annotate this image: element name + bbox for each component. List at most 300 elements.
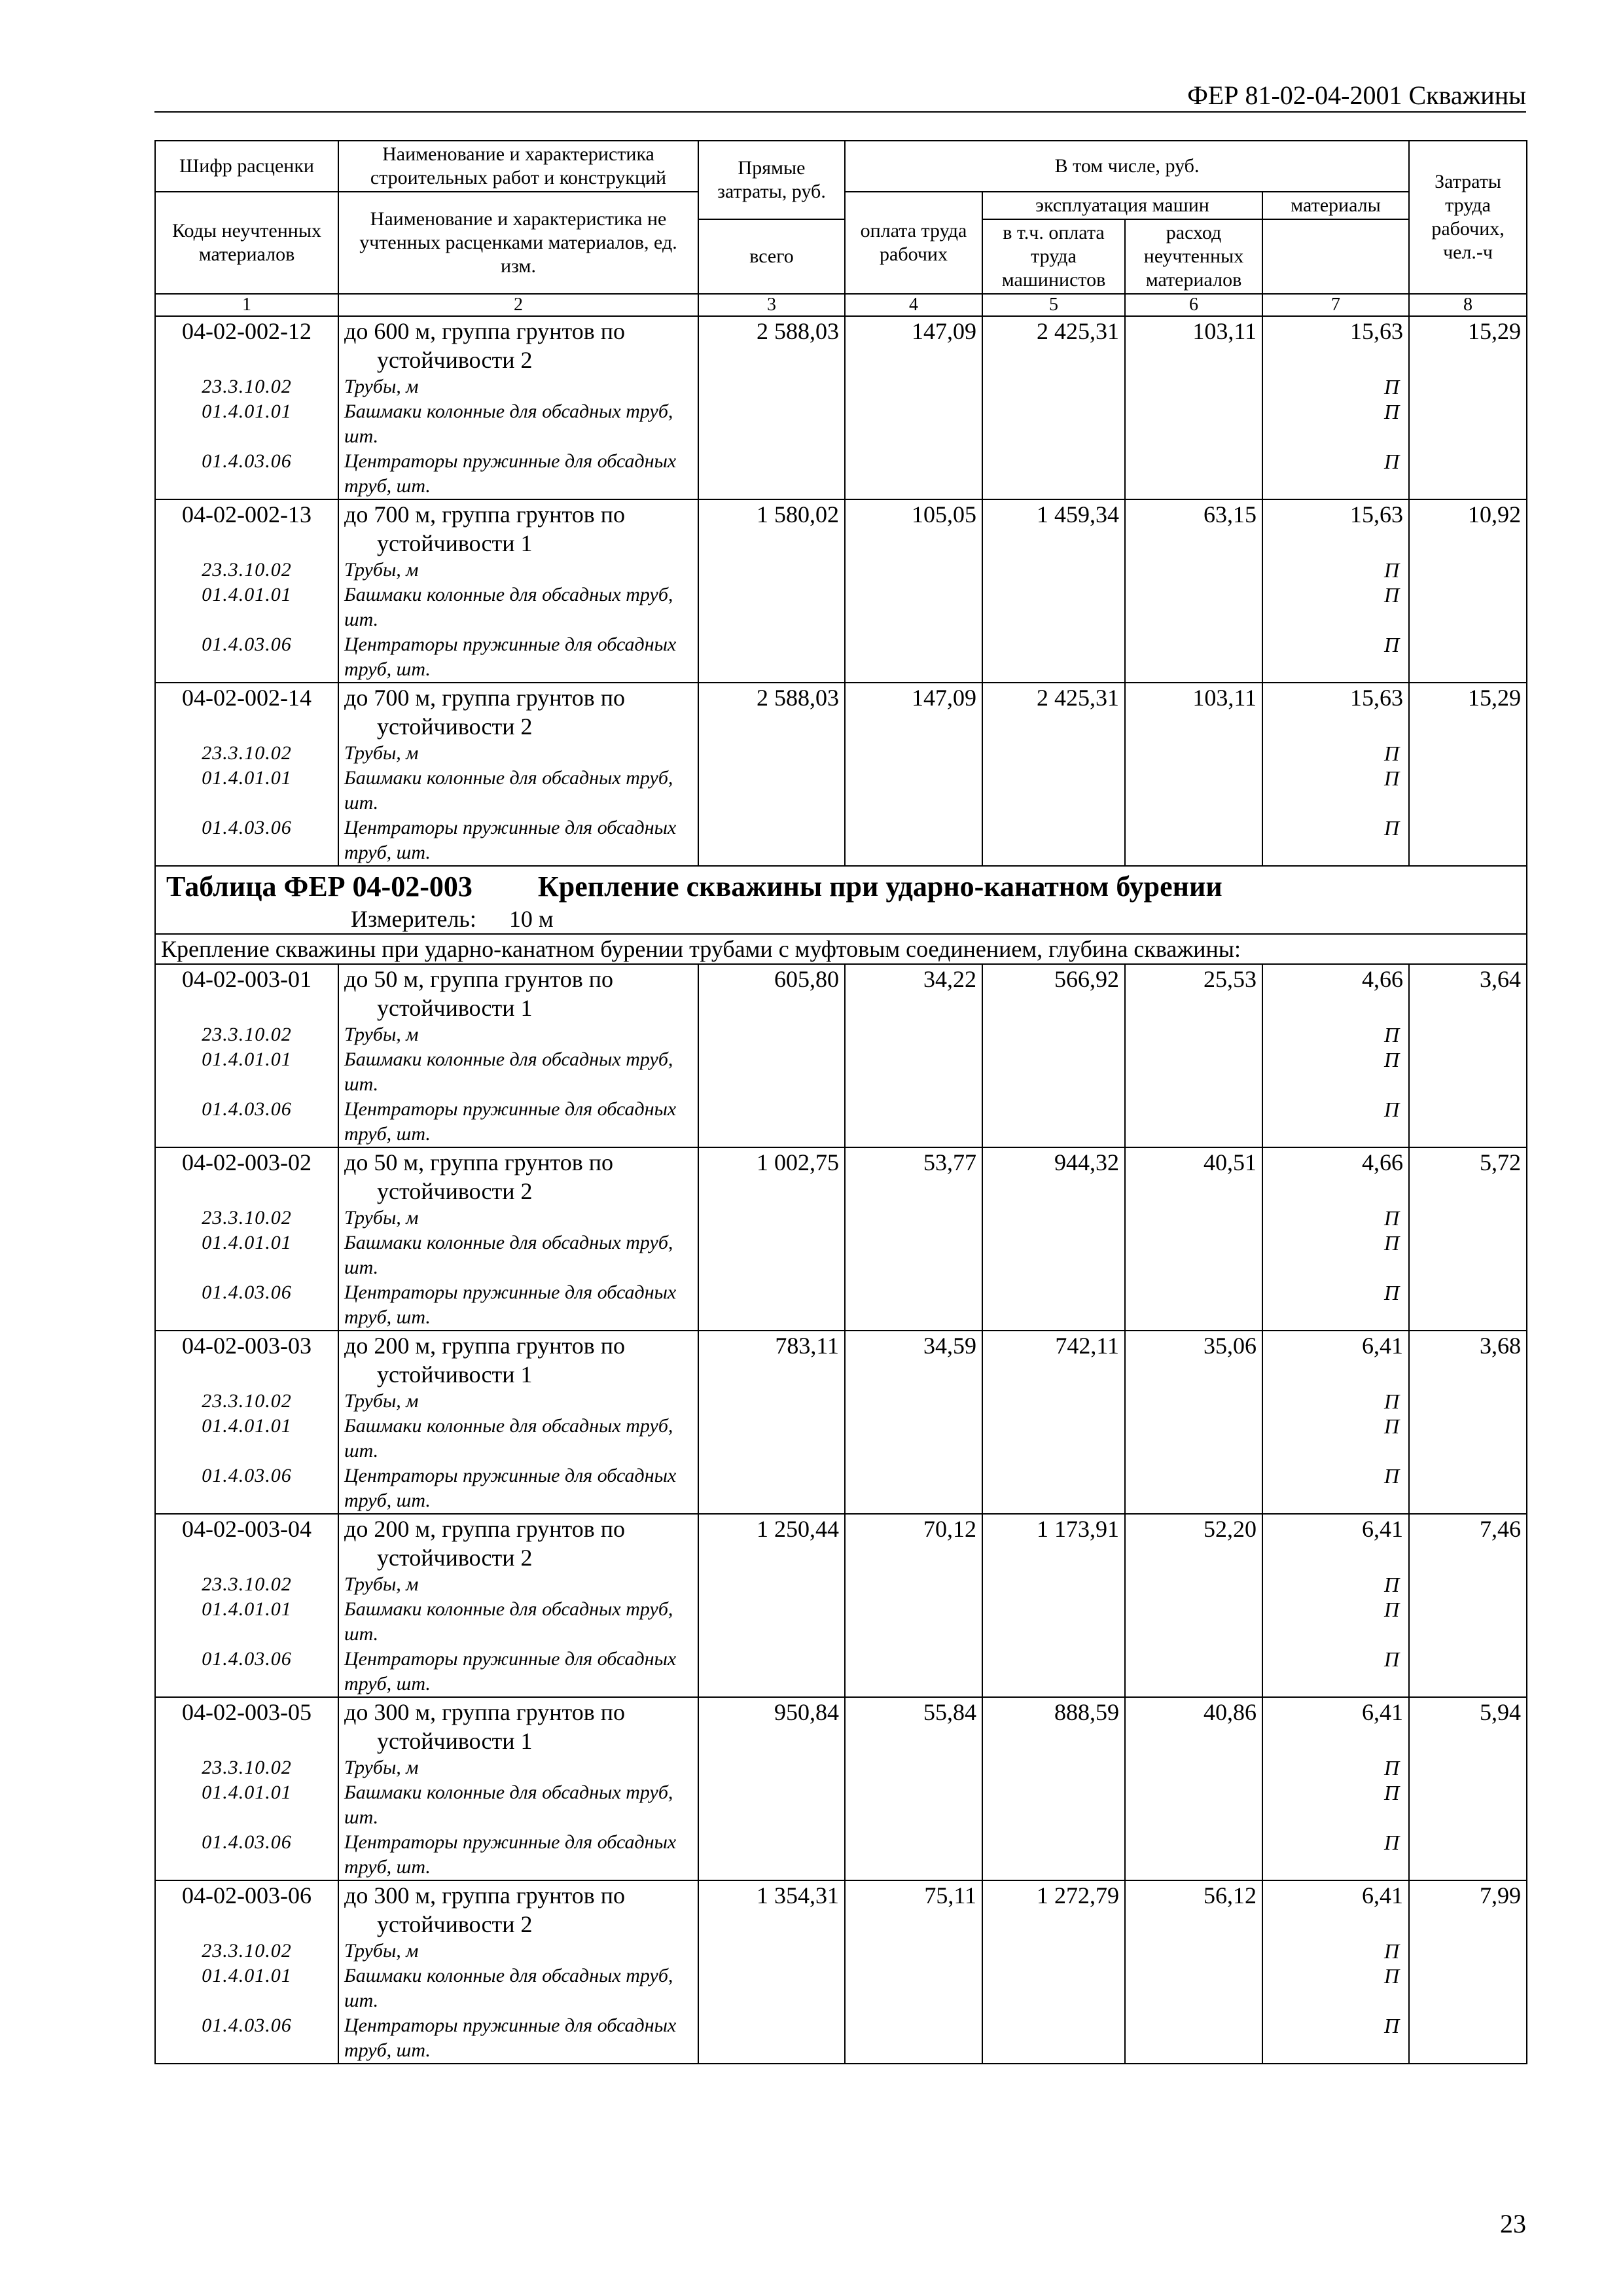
material-flag: П [1262, 1097, 1409, 1147]
empty-cell [1125, 1022, 1262, 1047]
material-flag: П [1262, 1830, 1409, 1880]
empty-cell [1125, 632, 1262, 683]
rate-name: до 700 м, группа грунтов по устойчивости 2 [338, 683, 698, 741]
header-incl: В том числе, руб. [845, 141, 1409, 192]
direct-cost: 605,80 [698, 964, 845, 1022]
empty-cell [698, 1230, 845, 1280]
rate-row [155, 499, 1527, 558]
machines-total: 1 173,91 [982, 1514, 1125, 1572]
machines-total: 944,32 [982, 1147, 1125, 1206]
material-row [155, 1939, 1527, 1964]
material-code: 01.4.03.06 [155, 816, 338, 866]
empty-cell [698, 1939, 845, 1964]
header-materials: материалы [1262, 192, 1409, 219]
machinist-wages: 40,51 [1125, 1147, 1262, 1206]
empty-cell [845, 374, 982, 399]
material-code: 01.4.01.01 [155, 583, 338, 632]
empty-cell [982, 1097, 1125, 1147]
rate-row [155, 964, 1527, 1022]
material-flag: П [1262, 1414, 1409, 1463]
materials-cost: 6,41 [1262, 1514, 1409, 1572]
empty-cell [1409, 583, 1527, 632]
material-code: 01.4.01.01 [155, 399, 338, 449]
material-row [155, 1389, 1527, 1414]
empty-cell [1409, 399, 1527, 449]
rate-code: 04-02-003-03 [155, 1331, 338, 1389]
empty-cell [1409, 2013, 1527, 2064]
empty-cell [982, 1830, 1125, 1880]
empty-cell [845, 2013, 982, 2064]
material-row [155, 1463, 1527, 1514]
machines-total: 888,59 [982, 1697, 1125, 1755]
empty-cell [845, 1280, 982, 1331]
material-flag: П [1262, 399, 1409, 449]
material-row [155, 1206, 1527, 1230]
empty-cell [1409, 1097, 1527, 1147]
machinist-wages: 63,15 [1125, 499, 1262, 558]
column-number: 5 [982, 294, 1125, 316]
empty-cell [1125, 399, 1262, 449]
wages-cost: 147,09 [845, 316, 982, 374]
empty-cell [845, 1647, 982, 1697]
material-flag: П [1262, 558, 1409, 583]
material-row [155, 816, 1527, 866]
column-numbers-row [155, 294, 1527, 316]
labor-cost: 7,99 [1409, 1880, 1527, 1939]
materials-cost: 6,41 [1262, 1331, 1409, 1389]
empty-cell [1409, 1755, 1527, 1780]
wages-cost: 55,84 [845, 1697, 982, 1755]
empty-cell [1409, 816, 1527, 866]
empty-cell [698, 583, 845, 632]
material-name: Башмаки колонные для обсадных труб, шт. [338, 399, 698, 449]
material-name: Башмаки колонные для обсадных труб, шт. [338, 1414, 698, 1463]
machinist-wages: 103,11 [1125, 316, 1262, 374]
material-name: Центраторы пружинные для обсадных труб, шт. [338, 1830, 698, 1880]
material-code: 01.4.03.06 [155, 1647, 338, 1697]
material-name: Трубы, м [338, 1939, 698, 1964]
material-code: 01.4.03.06 [155, 1463, 338, 1514]
empty-cell [698, 1572, 845, 1597]
machinist-wages: 52,20 [1125, 1514, 1262, 1572]
materials-cost: 15,63 [1262, 316, 1409, 374]
measure-label: Измеритель: [351, 906, 476, 932]
empty-cell [845, 399, 982, 449]
material-flag: П [1262, 816, 1409, 866]
machinist-wages: 35,06 [1125, 1331, 1262, 1389]
empty-cell [845, 1463, 982, 1514]
empty-cell [1409, 1780, 1527, 1830]
rate-name: до 300 м, группа грунтов по устойчивости 2 [338, 1880, 698, 1939]
rate-code: 04-02-003-04 [155, 1514, 338, 1572]
header-mat-codes: Коды неучтенных материалов [155, 192, 338, 294]
empty-cell [698, 2013, 845, 2064]
material-row [155, 1097, 1527, 1147]
material-row [155, 1414, 1527, 1463]
column-number: 1 [155, 294, 338, 316]
material-flag: П [1262, 1280, 1409, 1331]
material-code: 01.4.03.06 [155, 2013, 338, 2064]
empty-cell [1125, 1597, 1262, 1647]
material-code: 01.4.01.01 [155, 1230, 338, 1280]
direct-cost: 1 354,31 [698, 1880, 845, 1939]
material-name: Центраторы пружинные для обсадных труб, шт. [338, 1097, 698, 1147]
empty-cell [698, 1964, 845, 2013]
empty-cell [1125, 1572, 1262, 1597]
rate-code: 04-02-003-05 [155, 1697, 338, 1755]
empty-cell [698, 1647, 845, 1697]
column-number: 4 [845, 294, 982, 316]
material-flag: П [1262, 449, 1409, 499]
material-row [155, 374, 1527, 399]
rate-name: до 200 м, группа грунтов по устойчивости 2 [338, 1514, 698, 1572]
rate-code: 04-02-002-12 [155, 316, 338, 374]
material-code: 23.3.10.02 [155, 1939, 338, 1964]
empty-cell [698, 1755, 845, 1780]
empty-cell [1409, 1414, 1527, 1463]
empty-cell [698, 1022, 845, 1047]
measure-value: 10 м [508, 906, 554, 932]
empty-cell [1125, 1047, 1262, 1097]
header-machines: эксплуатация машин [982, 192, 1262, 219]
material-row [155, 1830, 1527, 1880]
material-name: Башмаки колонные для обсадных труб, шт. [338, 583, 698, 632]
material-row [155, 558, 1527, 583]
empty-cell [982, 558, 1125, 583]
empty-cell [845, 449, 982, 499]
material-row [155, 583, 1527, 632]
section-subtitle: Крепление скважины при ударно-канатном бурении трубами с муфтовым соединением, глубина скважины: [155, 934, 1527, 964]
material-name: Центраторы пружинные для обсадных труб, шт. [338, 1463, 698, 1514]
page-number: 23 [1500, 2209, 1526, 2238]
empty-cell [1409, 1647, 1527, 1697]
section-table-label: Таблица ФЕР 04-02-003 [166, 870, 473, 903]
column-number: 8 [1409, 294, 1527, 316]
empty-cell [698, 449, 845, 499]
rate-name: до 50 м, группа грунтов по устойчивости 1 [338, 964, 698, 1022]
empty-cell [1125, 558, 1262, 583]
material-code: 01.4.01.01 [155, 1047, 338, 1097]
empty-cell [845, 1755, 982, 1780]
empty-cell [982, 1280, 1125, 1331]
wages-cost: 34,22 [845, 964, 982, 1022]
material-row [155, 399, 1527, 449]
empty-cell [698, 766, 845, 816]
rate-code: 04-02-003-01 [155, 964, 338, 1022]
labor-cost: 15,29 [1409, 683, 1527, 741]
empty-cell [845, 1964, 982, 2013]
materials-cost: 15,63 [1262, 683, 1409, 741]
material-name: Трубы, м [338, 558, 698, 583]
empty-cell [1409, 632, 1527, 683]
column-number: 3 [698, 294, 845, 316]
materials-cost: 6,41 [1262, 1697, 1409, 1755]
machinist-wages: 25,53 [1125, 964, 1262, 1022]
header-code: Шифр расценки [155, 141, 338, 192]
material-flag: П [1262, 1230, 1409, 1280]
rate-name: до 200 м, группа грунтов по устойчивости 1 [338, 1331, 698, 1389]
empty-cell [845, 1047, 982, 1097]
labor-cost: 5,94 [1409, 1697, 1527, 1755]
wages-cost: 105,05 [845, 499, 982, 558]
empty-cell [845, 816, 982, 866]
material-row [155, 1280, 1527, 1331]
empty-cell [1125, 1206, 1262, 1230]
machines-total: 1 272,79 [982, 1880, 1125, 1939]
material-flag: П [1262, 741, 1409, 766]
empty-cell [1409, 1597, 1527, 1647]
empty-cell [982, 1047, 1125, 1097]
empty-cell [1125, 1755, 1262, 1780]
empty-cell [1125, 583, 1262, 632]
material-name: Центраторы пружинные для обсадных труб, шт. [338, 632, 698, 683]
empty-cell [698, 1206, 845, 1230]
material-flag: П [1262, 766, 1409, 816]
empty-cell [1409, 741, 1527, 766]
material-name: Центраторы пружинные для обсадных труб, шт. [338, 2013, 698, 2064]
material-row [155, 1647, 1527, 1697]
material-flag: П [1262, 632, 1409, 683]
material-name: Башмаки колонные для обсадных труб, шт. [338, 1780, 698, 1830]
empty-cell [698, 1047, 845, 1097]
material-flag: П [1262, 1964, 1409, 2013]
empty-cell [1125, 1280, 1262, 1331]
empty-cell [845, 558, 982, 583]
machines-total: 1 459,34 [982, 499, 1125, 558]
empty-cell [1409, 1964, 1527, 2013]
material-row [155, 1572, 1527, 1597]
material-flag: П [1262, 1755, 1409, 1780]
machinist-wages: 40,86 [1125, 1697, 1262, 1755]
material-name: Трубы, м [338, 1389, 698, 1414]
empty-cell [698, 399, 845, 449]
empty-cell [845, 1230, 982, 1280]
rate-row [155, 683, 1527, 741]
material-row [155, 449, 1527, 499]
machinist-wages: 103,11 [1125, 683, 1262, 741]
rate-name: до 600 м, группа грунтов по устойчивости 2 [338, 316, 698, 374]
empty-cell [698, 558, 845, 583]
labor-cost: 10,92 [1409, 499, 1527, 558]
header-wages: оплата труда рабочих [845, 192, 982, 294]
empty-cell [1125, 1230, 1262, 1280]
column-number: 2 [338, 294, 698, 316]
rate-row [155, 316, 1527, 374]
rate-code: 04-02-002-14 [155, 683, 338, 741]
empty-cell [1409, 1830, 1527, 1880]
material-code: 23.3.10.02 [155, 1022, 338, 1047]
empty-cell [698, 1597, 845, 1647]
material-name: Трубы, м [338, 1206, 698, 1230]
header-mat-names: Наименование и характеристика не учтенных расценками материалов, ед. изм. [338, 192, 698, 294]
material-row [155, 632, 1527, 683]
empty-cell [1125, 1647, 1262, 1697]
empty-cell [1409, 1047, 1527, 1097]
rate-code: 04-02-002-13 [155, 499, 338, 558]
material-row [155, 1230, 1527, 1280]
material-flag: П [1262, 1463, 1409, 1514]
table-section [155, 866, 1527, 964]
material-name: Башмаки колонные для обсадных труб, шт. [338, 766, 698, 816]
material-code: 23.3.10.02 [155, 1206, 338, 1230]
empty-cell [1125, 1097, 1262, 1147]
empty-cell [1125, 374, 1262, 399]
materials-cost: 4,66 [1262, 1147, 1409, 1206]
material-flag: П [1262, 1780, 1409, 1830]
material-code: 01.4.03.06 [155, 1830, 338, 1880]
empty-cell [698, 816, 845, 866]
material-name: Башмаки колонные для обсадных труб, шт. [338, 1047, 698, 1097]
empty-cell [1409, 766, 1527, 816]
empty-cell [1125, 1964, 1262, 2013]
empty-cell [1125, 766, 1262, 816]
material-name: Трубы, м [338, 1572, 698, 1597]
empty-cell [982, 2013, 1125, 2064]
material-row [155, 1047, 1527, 1097]
rate-name: до 700 м, группа грунтов по устойчивости 1 [338, 499, 698, 558]
material-code: 23.3.10.02 [155, 1389, 338, 1414]
empty-cell [698, 1780, 845, 1830]
material-code: 01.4.01.01 [155, 1597, 338, 1647]
empty-cell [845, 1414, 982, 1463]
material-flag: П [1262, 1022, 1409, 1047]
empty-cell [845, 1022, 982, 1047]
direct-cost: 783,11 [698, 1331, 845, 1389]
empty-cell [982, 632, 1125, 683]
material-flag: П [1262, 374, 1409, 399]
table-header [155, 141, 1527, 316]
material-code: 01.4.01.01 [155, 766, 338, 816]
material-flag: П [1262, 1572, 1409, 1597]
empty-cell [1409, 1022, 1527, 1047]
rate-row [155, 1697, 1527, 1755]
material-code: 23.3.10.02 [155, 374, 338, 399]
materials-cost: 15,63 [1262, 499, 1409, 558]
wages-cost: 34,59 [845, 1331, 982, 1389]
section-table-title: Крепление скважины при ударно-канатном бурении [537, 870, 1222, 903]
material-code: 01.4.01.01 [155, 1964, 338, 2013]
material-code: 23.3.10.02 [155, 1755, 338, 1780]
empty-cell [982, 1389, 1125, 1414]
empty-cell [982, 374, 1125, 399]
empty-cell [1125, 2013, 1262, 2064]
direct-cost: 1 002,75 [698, 1147, 845, 1206]
material-flag: П [1262, 1597, 1409, 1647]
empty-cell [982, 1780, 1125, 1830]
section-measure [161, 905, 1521, 933]
empty-cell [845, 1572, 982, 1597]
empty-cell [1125, 449, 1262, 499]
empty-cell [698, 632, 845, 683]
material-row [155, 1022, 1527, 1047]
empty-cell [845, 632, 982, 683]
material-name: Башмаки колонные для обсадных труб, шт. [338, 1964, 698, 2013]
direct-cost: 1 580,02 [698, 499, 845, 558]
material-name: Центраторы пружинные для обсадных труб, шт. [338, 816, 698, 866]
header-labor: Затраты труда рабочих, чел.-ч [1409, 141, 1527, 294]
header-total: всего [698, 219, 845, 294]
rate-row [155, 1880, 1527, 1939]
empty-cell [1125, 1830, 1262, 1880]
table-body-part-1 [155, 316, 1527, 866]
empty-cell [1409, 1572, 1527, 1597]
material-name: Трубы, м [338, 1755, 698, 1780]
table-body-part-2 [155, 964, 1527, 2064]
material-name: Трубы, м [338, 1022, 698, 1047]
material-name: Башмаки колонные для обсадных труб, шт. [338, 1230, 698, 1280]
empty-cell [1125, 1780, 1262, 1830]
empty-cell [1409, 374, 1527, 399]
empty-cell [982, 449, 1125, 499]
material-code: 23.3.10.02 [155, 741, 338, 766]
empty-cell [845, 1206, 982, 1230]
empty-cell [1409, 1280, 1527, 1331]
empty-cell [698, 1830, 845, 1880]
column-number: 7 [1262, 294, 1409, 316]
empty-cell [698, 374, 845, 399]
rate-row [155, 1514, 1527, 1572]
material-row [155, 1780, 1527, 1830]
material-flag: П [1262, 1389, 1409, 1414]
machines-total: 742,11 [982, 1331, 1125, 1389]
empty-cell [982, 1755, 1125, 1780]
rate-code: 04-02-003-06 [155, 1880, 338, 1939]
empty-cell [982, 1647, 1125, 1697]
empty-cell [698, 1389, 845, 1414]
material-flag: П [1262, 2013, 1409, 2064]
empty-cell [698, 741, 845, 766]
empty-cell [1125, 1414, 1262, 1463]
empty-cell [845, 1939, 982, 1964]
empty-cell [845, 1780, 982, 1830]
material-row [155, 1755, 1527, 1780]
direct-cost: 2 588,03 [698, 316, 845, 374]
rate-name: до 50 м, группа грунтов по устойчивости 2 [338, 1147, 698, 1206]
header-mat-expense: расход неучтенных материалов [1125, 219, 1262, 294]
machines-total: 2 425,31 [982, 683, 1125, 741]
empty-cell [1409, 1389, 1527, 1414]
header-direct: Прямые затраты, руб. [698, 141, 845, 219]
material-code: 01.4.03.06 [155, 632, 338, 683]
wages-cost: 75,11 [845, 1880, 982, 1939]
empty-cell [1125, 816, 1262, 866]
material-name: Трубы, м [338, 374, 698, 399]
empty-cell [1409, 558, 1527, 583]
empty-cell [982, 1463, 1125, 1514]
empty-cell [982, 1230, 1125, 1280]
empty-cell [1125, 1389, 1262, 1414]
direct-cost: 1 250,44 [698, 1514, 845, 1572]
document-title: ФЕР 81-02-04-2001 Скважины [1187, 81, 1526, 110]
labor-cost: 7,46 [1409, 1514, 1527, 1572]
materials-cost: 4,66 [1262, 964, 1409, 1022]
empty-cell [982, 1939, 1125, 1964]
column-number: 6 [1125, 294, 1262, 316]
empty-cell [982, 1022, 1125, 1047]
material-code: 01.4.03.06 [155, 1097, 338, 1147]
material-flag: П [1262, 1047, 1409, 1097]
material-code: 01.4.01.01 [155, 1780, 338, 1830]
empty-cell [982, 399, 1125, 449]
wages-cost: 53,77 [845, 1147, 982, 1206]
material-name: Центраторы пружинные для обсадных труб, шт. [338, 449, 698, 499]
empty-cell [698, 1280, 845, 1331]
material-row [155, 741, 1527, 766]
empty-cell [1409, 1230, 1527, 1280]
empty-cell [1125, 1463, 1262, 1514]
empty-cell [845, 583, 982, 632]
direct-cost: 950,84 [698, 1697, 845, 1755]
